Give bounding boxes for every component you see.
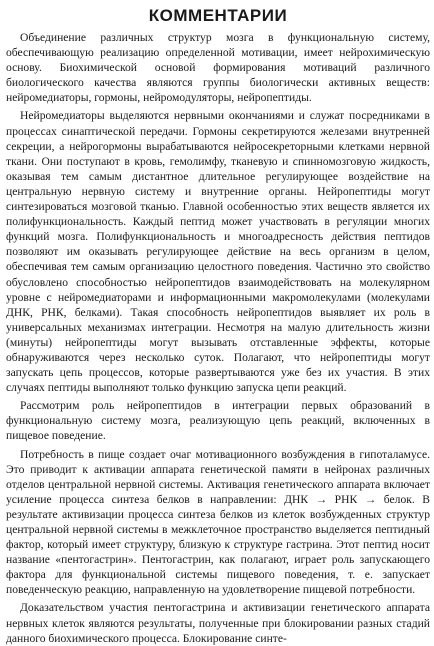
paragraph-3: Рассмотрим роль нейропептидов в интеграции первых образований в функциональную систему мозга, реализующую цепь реакций, включенных в пищевое поведение. [6, 399, 430, 443]
document-page [6, 0, 430, 645]
paragraph-4: Потребность в пище создает очаг мотивационного возбуждения в гипоталамусе. Это приводит к активации аппарата генетической памяти в нейронах различных отделов центральной нервной системы. Активация генетического аппарата включает усиление процесса синтеза белков в направлении: ДНК → РНК → белок. В результате активизации процесса синтеза белков из клеток возбужденных структур центральной нервной системы в межклеточное пространство выделяется пептидный фактор, который имеет структуру, близкую к структуре гастрина. Этот пептид носит название «пентогастрин». Пентогастрин, как полагают, играет роль запускающего фактора для функциональной системы пищевого поведения, т. е. запускает поведенческую реакцию, направленную на удовлетворение пищевой потребности. [6, 447, 430, 597]
page-title: КОММЕНТАРИИ [148, 6, 288, 25]
paragraph-1: Объединение различных структур мозга в функциональную систему, обеспечивающую реализацию определенной мотивации, имеет нейрохимическую основу. Биохимической основой формирования мотиваций различного биологического качества являются группы биологически активных веществ: нейромедиаторы, гормоны, нейромодуляторы, нейропептиды. [6, 31, 430, 105]
paragraph-5: Доказательством участия пентогастрина и активизации генетического аппарата нервных клеток являются результаты, полученные при блокировании разных стадий данного биохимического процесса. Блокирование синте- [6, 601, 430, 645]
paragraph-2: Нейромедиаторы выделяются нервными окончаниями и служат посредниками в процессах синаптической передачи. Гормоны секретируются железами внутренней секреции, а нейрогормоны вырабатываются нейросекреторными клетками нервной ткани. Они поступают в кровь, гемолимфу, тканевую и спинномозговую жидкость, оказывая тем самым дистантное длительное регулирующее воздействие на центральную нервную систему и внутренние органы. Нейропептиды могут синтезироваться мозговой тканью. Главной особенностью этих веществ является их полифункциональность. Каждый пептид может участвовать в регуляции многих функций мозга. Полифункциональность и многоадресность действия пептидов позволяют им оказывать регулирующее действие на весь организм в целом, обеспечивая тем самым организацию целостного поведения. Частично это свойство обусловлено способностью нейропептидов взаимодействовать на молекулярном уровне с нейромедиаторами и информационными макромолекулами (молекулами ДНК, РНК, белками). Такая способность нейропептидов выявляет их роль в универсальных механизмах интеграции. Несмотря на малую длительность жизни (минуты) нейропептиды могут вызывать отставленные эффекты, которые обнаруживаются через несколько суток. Полагают, что нейропептиды могут запускать цепь процессов, которые развертываются уже без их участия. В этих случаях пептиды выполняют только функцию запуска цепи реакций. [6, 109, 430, 395]
